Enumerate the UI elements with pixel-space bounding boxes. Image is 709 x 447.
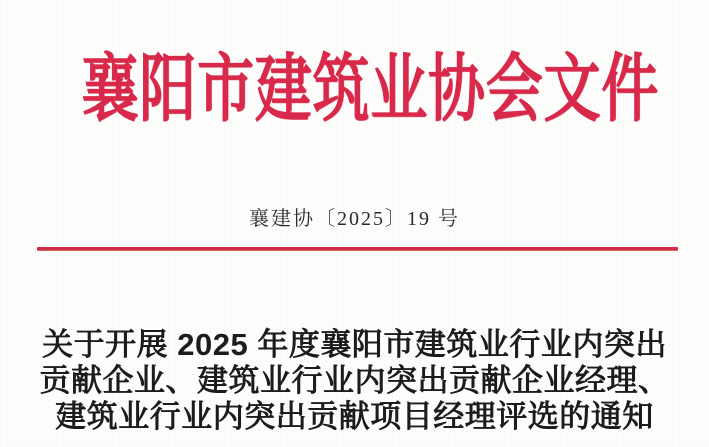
doc-number: 襄建协〔2025〕19 号	[249, 208, 460, 230]
doc-title	[0, 327, 709, 435]
doc-title-line-3: 建筑业行业内突出贡献项目经理评选的通知	[55, 399, 654, 434]
org-title: 襄阳市建筑业协会文件	[81, 49, 660, 131]
doc-title-line-2: 贡献企业、建筑业行业内突出贡献企业经理、	[39, 363, 670, 398]
doc-title-line-1: 关于开展 2025 年度襄阳市建筑业行业内突出	[42, 327, 667, 362]
red-divider-line	[37, 247, 678, 251]
